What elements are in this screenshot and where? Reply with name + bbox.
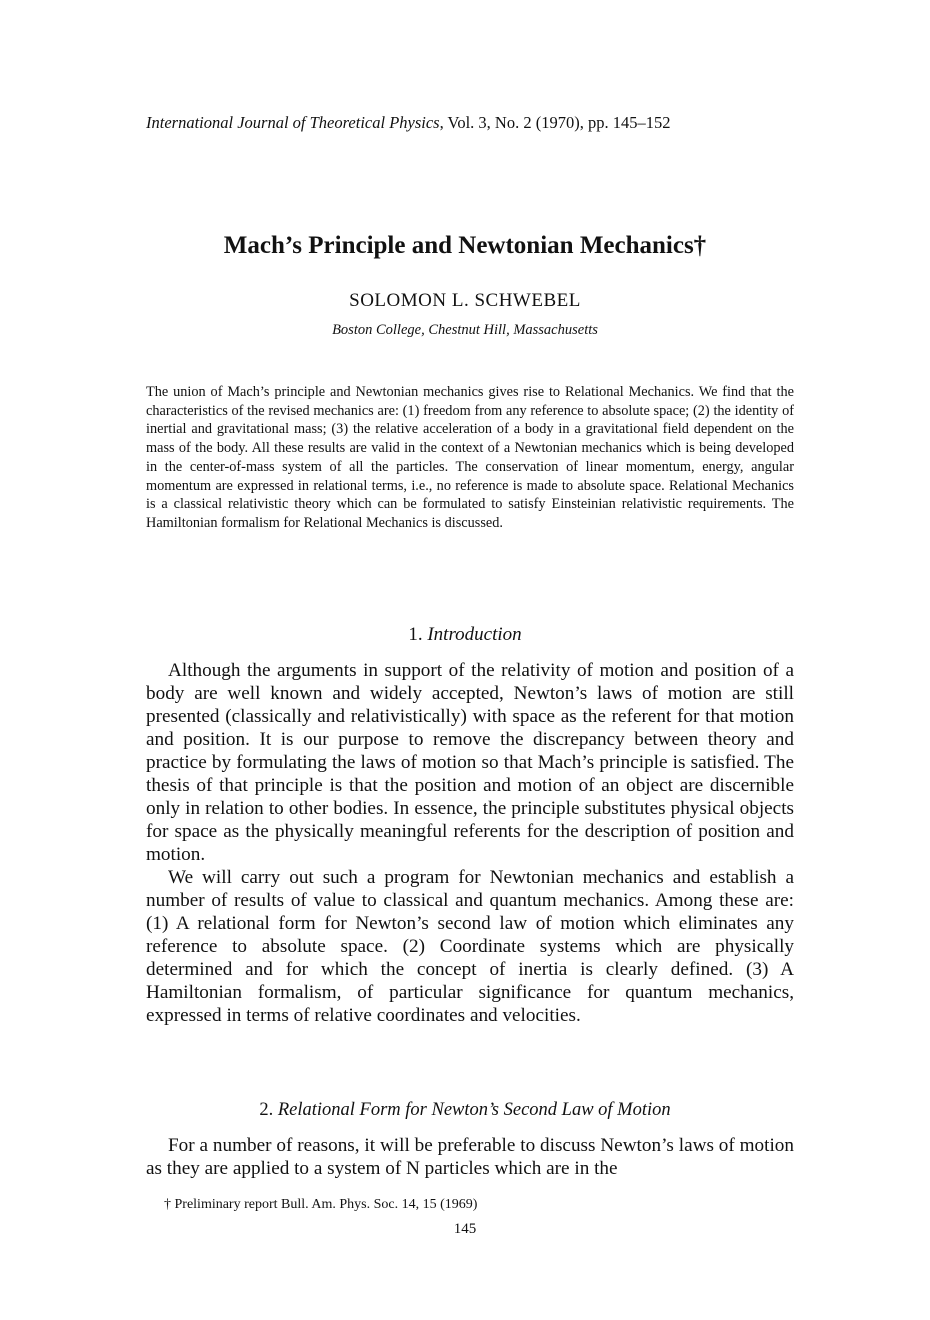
author-affiliation: Boston College, Chestnut Hill, Massachusetts xyxy=(332,322,598,338)
section-title: Introduction xyxy=(427,624,522,645)
section-heading-introduction xyxy=(0,624,930,646)
abstract: The union of Mach’s principle and Newtonian mechanics gives rise to Relational Mechanics. We find that the characteristics of the revised mechanics are: (1) freedom from any reference to absolute space; (2) the identity of inertial and gravitational mass; (3) the relative acceleration of a body in a gravitational field dependent on the mass of the body. All these results are valid in the context of a Newtonian mechanics which is being developed in the center-of-mass system of all the particles. The conservation of linear momentum, energy, angular momentum are expressed in relational terms, i.e., no reference is made to absolute space. Relational Mechanics is a classical relativistic theory which can be formulated to satisfy Einsteinian relativistic requirements. The Hamiltonian formalism for Relational Mechanics is discussed. xyxy=(146,384,794,531)
page-number: 145 xyxy=(453,1221,477,1237)
introduction-body xyxy=(146,659,794,1027)
paragraph: We will carry out such a program for Newtonian mechanics and establish a number of results of value to classical and quantum mechanics. Among these are: (1) A relational form for Newton’s second law of motion which eliminates any reference to absolute space. (2) Coordinate systems which are physically determined and for which the concept of inertia is clearly defined. (3) A Hamiltonian formalism, of particular significance for quantum mechanics, expressed in terms of relative coordinates and velocities. xyxy=(146,867,794,1026)
paragraph: For a number of reasons, it will be preferable to discuss Newton’s laws of motion as they are applied to a system of N particles which are in the xyxy=(146,1135,794,1179)
section-heading-relational-form xyxy=(0,1100,930,1121)
journal-citation xyxy=(146,113,670,133)
section-number: 1. xyxy=(408,624,423,645)
section-title: Relational Form for Newton’s Second Law of Motion xyxy=(277,1100,671,1120)
article-author: SOLOMON L. SCHWEBEL xyxy=(349,290,581,311)
article-title: Mach’s Principle and Newtonian Mechanics† xyxy=(223,232,707,259)
journal-volume-pages: , Vol. 3, No. 2 (1970), pp. 145–152 xyxy=(439,113,671,132)
section-number: 2. xyxy=(259,1100,274,1120)
paragraph: Although the arguments in support of the relativity of motion and position of a body are well known and widely accepted, Newton’s laws of motion are still presented (classically and relativistically) with space as the referent for that motion and position. It is our purpose to remove the discrepancy between theory and practice by formulating the laws of motion so that Mach’s principle is satisfied. The thesis of that principle is that the position and motion of an object are discernible only in relation to other bodies. In essence, the principle substitutes physical objects for space as the physically meaningful referents for the description of position and motion. xyxy=(146,660,794,865)
footnote: † Preliminary report Bull. Am. Phys. Soc. 14, 15 (1969) xyxy=(164,1197,478,1212)
section-2-body xyxy=(146,1134,794,1180)
journal-name: International Journal of Theoretical Physics xyxy=(146,113,440,132)
